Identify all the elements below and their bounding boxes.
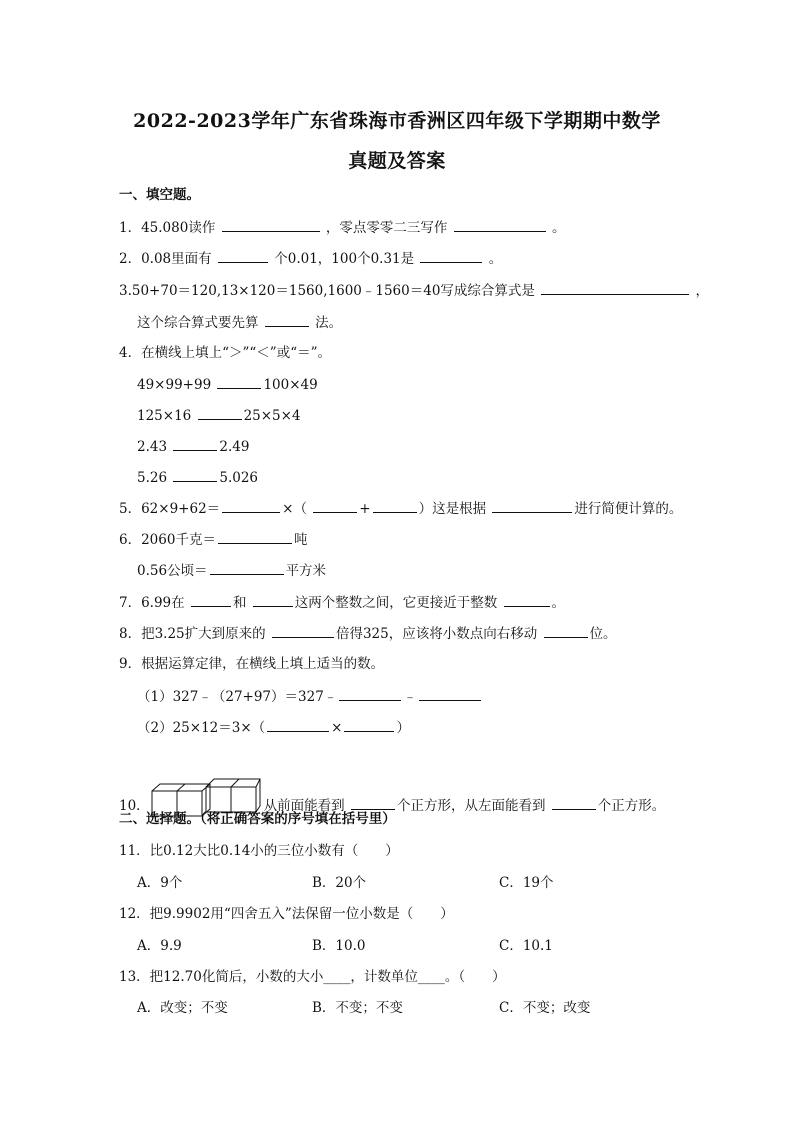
q3-text-c: 这个综合算式要先算 — [137, 315, 259, 331]
q7-text-b: 和 — [232, 595, 247, 611]
q6-text-c: 0.56公顷＝ — [137, 563, 208, 579]
q1-text-a: 1．45.080读作 — [119, 220, 216, 236]
q9-part-2 — [137, 718, 410, 737]
question-3-cont — [137, 313, 342, 332]
section-heading-fill-in: 一、填空题。 — [119, 187, 200, 203]
question-9: 9．根据运算定律，在横线上填上适当的数。 — [119, 656, 385, 672]
q10-number: 10． — [119, 798, 150, 814]
q1-text-c: 。 — [552, 220, 566, 236]
q3-blank-1[interactable] — [541, 281, 689, 295]
q5-blank-3[interactable] — [373, 499, 417, 513]
q9-part-2-text: （2）25×12＝3×（ — [137, 720, 266, 736]
q2-blank-1[interactable] — [218, 249, 268, 263]
q7-blank-2[interactable] — [253, 593, 293, 607]
q4-item-4 — [137, 468, 258, 487]
q10-text-b: 从前面能看到 — [263, 798, 345, 814]
q6-text-b: 吨 — [293, 532, 308, 548]
q12-option-b[interactable]: B．10.0 — [312, 938, 366, 954]
q8-text-b: 倍得325，应该将小数点向右移动 — [335, 626, 538, 642]
q6-blank-2[interactable] — [210, 561, 284, 575]
q11-option-a[interactable]: A．9个 — [137, 875, 183, 891]
page-title-line2: 真题及答案 — [348, 150, 446, 172]
q4-item-2 — [137, 406, 301, 425]
question-12: 12．把9.9902用“四舍五入”法保留一位小数是（ ） — [119, 906, 454, 922]
q4-item-4-left: 5.26 — [137, 470, 168, 486]
question-13: 13．把12.70化简后，小数的大小____，计数单位____。（ ） — [119, 969, 506, 985]
q12-option-a[interactable]: A．9.9 — [137, 938, 182, 954]
q4-item-4-blank[interactable] — [173, 468, 217, 482]
question-6-cont — [137, 561, 326, 580]
q9-part-2-blank-1[interactable] — [267, 718, 329, 732]
q4-item-3-blank[interactable] — [173, 437, 217, 451]
q10-text-c: 个正方形，从左面能看到 — [396, 798, 546, 814]
q8-text-a: 8．把3.25扩大到原来的 — [119, 626, 266, 642]
q3-blank-2[interactable] — [265, 313, 309, 327]
q3-text-a: 3.50+70＝120,13×120＝1560,1600﹣1560＝40写成综合算式是 — [119, 283, 535, 299]
q13-option-b[interactable]: B．不变；不变 — [312, 1000, 403, 1016]
q5-text-b: ×（ — [282, 501, 307, 517]
section-heading-choice: 二、选择题。（将正确答案的序号填在括号里） — [119, 811, 396, 827]
q5-blank-1[interactable] — [222, 499, 280, 513]
q4-item-3-right: 2.49 — [219, 439, 250, 455]
q2-text-a: 2．0.08里面有 — [119, 251, 212, 267]
q7-text-d: 。 — [551, 595, 566, 611]
q9-part-2-close: ） — [396, 720, 410, 736]
q1-text-b: ，零点零零二三写作 — [325, 220, 448, 236]
q6-text-d: 平方米 — [285, 563, 327, 579]
q4-item-4-right: 5.026 — [219, 470, 259, 486]
question-6 — [119, 530, 307, 549]
q10-blank-2[interactable] — [552, 796, 596, 810]
q4-item-3-left: 2.43 — [137, 439, 168, 455]
q7-text-a: 7．6.99在 — [119, 595, 185, 611]
question-3 — [119, 281, 709, 300]
q4-item-1-left: 49×99+99 — [137, 377, 212, 393]
question-5 — [119, 499, 682, 518]
q5-text-e: 进行简便计算的。 — [574, 501, 683, 517]
q4-item-2-blank[interactable] — [198, 406, 242, 420]
q4-item-2-right: 25×5×4 — [243, 408, 301, 424]
q9-part-1-minus: ﹣ — [403, 689, 417, 705]
question-8 — [119, 624, 617, 643]
q6-blank-1[interactable] — [218, 530, 292, 544]
q12-option-c[interactable]: C．10.1 — [499, 938, 553, 954]
q4-item-1-blank[interactable] — [217, 375, 261, 389]
q3-text-d: 法。 — [315, 315, 343, 331]
q5-text-c: + — [359, 501, 371, 517]
q2-text-b: 个0.01，100个0.31是 — [274, 251, 415, 267]
q3-text-b: ， — [695, 283, 709, 299]
q7-text-c: 这两个整数之间，它更接近于整数 — [294, 595, 498, 611]
q5-text-a: 5．62×9+62＝ — [119, 501, 221, 517]
q10-blank-1[interactable] — [351, 796, 395, 810]
q5-text-d: ）这是根据 — [418, 501, 487, 517]
q9-part-2-times: × — [331, 720, 343, 736]
q9-part-1-blank-1[interactable] — [339, 687, 401, 701]
q13-option-a[interactable]: A．改变；不变 — [137, 1000, 228, 1016]
q8-blank-2[interactable] — [544, 624, 588, 638]
q1-blank-1[interactable] — [222, 218, 320, 232]
q7-blank-3[interactable] — [504, 593, 550, 607]
q4-item-1 — [137, 375, 318, 394]
q4-item-1-right: 100×49 — [263, 377, 318, 393]
q8-text-c: 位。 — [589, 626, 617, 642]
question-2 — [119, 249, 502, 268]
q9-part-1 — [137, 687, 483, 706]
q9-part-1-blank-2[interactable] — [419, 687, 481, 701]
q5-blank-4[interactable] — [492, 499, 572, 513]
q4-item-2-left: 125×16 — [137, 408, 192, 424]
q2-blank-2[interactable] — [420, 249, 482, 263]
page-title-line1: 2022-2023学年广东省珠海市香洲区四年级下学期期中数学 — [133, 110, 661, 132]
question-4: 4．在横线上填上“＞”“＜”或“＝”。 — [119, 345, 331, 361]
q2-text-c: 。 — [488, 251, 503, 267]
q11-option-c[interactable]: C．19个 — [499, 875, 554, 891]
question-11: 11．比0.12大比0.14小的三位小数有（ ） — [119, 843, 399, 859]
q7-blank-1[interactable] — [191, 593, 231, 607]
q13-option-c[interactable]: C．不变；改变 — [499, 1000, 591, 1016]
question-1 — [119, 218, 566, 237]
q9-part-1-text: （1）327﹣（27+97）＝327﹣ — [137, 689, 338, 705]
question-7 — [119, 593, 565, 612]
q9-part-2-blank-2[interactable] — [344, 718, 394, 732]
q8-blank-1[interactable] — [272, 624, 334, 638]
q5-blank-2[interactable] — [313, 499, 357, 513]
q11-option-b[interactable]: B．20个 — [312, 875, 367, 891]
q4-item-3 — [137, 437, 249, 456]
q10-text-d: 个正方形。 — [597, 798, 666, 814]
q6-text-a: 6．2060千克＝ — [119, 532, 216, 548]
q1-blank-2[interactable] — [454, 218, 546, 232]
